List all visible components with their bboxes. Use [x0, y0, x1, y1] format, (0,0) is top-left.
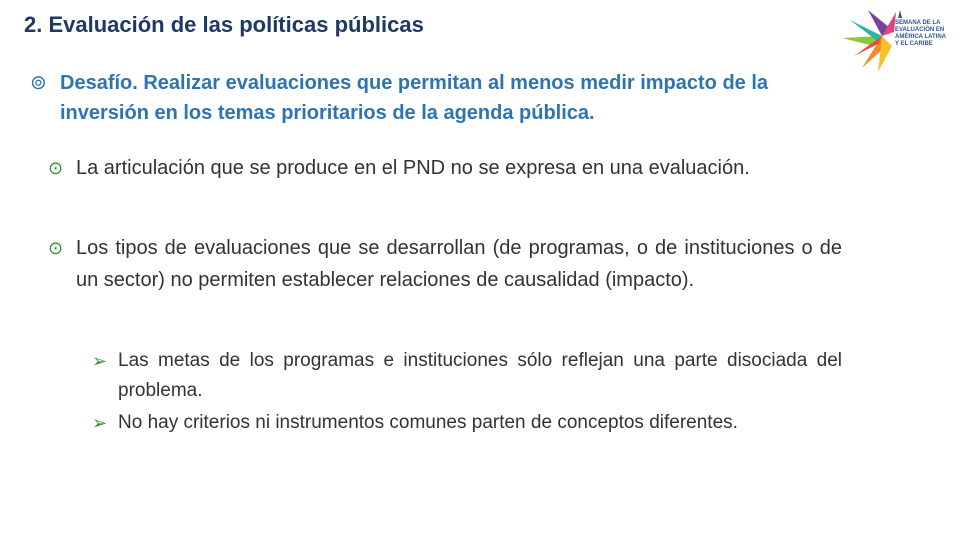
point-text: La articulación que se produce en el PND no se expresa en una evaluación.: [76, 157, 750, 179]
logo-line: EVALUACIÓN EN: [895, 27, 945, 33]
challenge-bullet: [30, 68, 844, 128]
arrow-bullet-icon: ➢: [92, 413, 108, 433]
subpoint-bullet: [92, 408, 842, 438]
challenge-text: Desafío. Realizar evaluaciones que permitan al menos medir impacto de la inversión en los temas prioritarios de la agenda pública.: [60, 72, 769, 124]
point-bullet: [48, 152, 842, 184]
logo-line: AMÉRICA LATINA: [895, 34, 946, 40]
circle-dot-bullet-icon: ⊙: [48, 238, 64, 258]
point-text: Los tipos de evaluaciones que se desarrollan (de programas, o de instituciones o de un sector) no permiten establecer relaciones de causalidad (impacto).: [76, 237, 842, 291]
circle-dot-bullet-icon: ⊙: [48, 158, 64, 178]
subpoint-text: No hay criterios ni instrumentos comunes parten de conceptos diferentes.: [118, 412, 738, 433]
logo-text: [895, 20, 955, 48]
point-bullet: [48, 232, 842, 296]
subpoint-text: Las metas de los programas e instituciones sólo reflejan una parte disociada del problema.: [118, 350, 842, 401]
arrow-bullet-icon: ➢: [92, 351, 108, 371]
logo-line: Y EL CARIBE: [895, 41, 933, 47]
target-bullet-icon: ⊚: [30, 72, 47, 94]
subpoint-bullet: [92, 346, 842, 406]
slide-title: 2. Evaluación de las políticas públicas: [24, 12, 424, 37]
logo-line: SEMANA DE LA: [895, 20, 941, 26]
